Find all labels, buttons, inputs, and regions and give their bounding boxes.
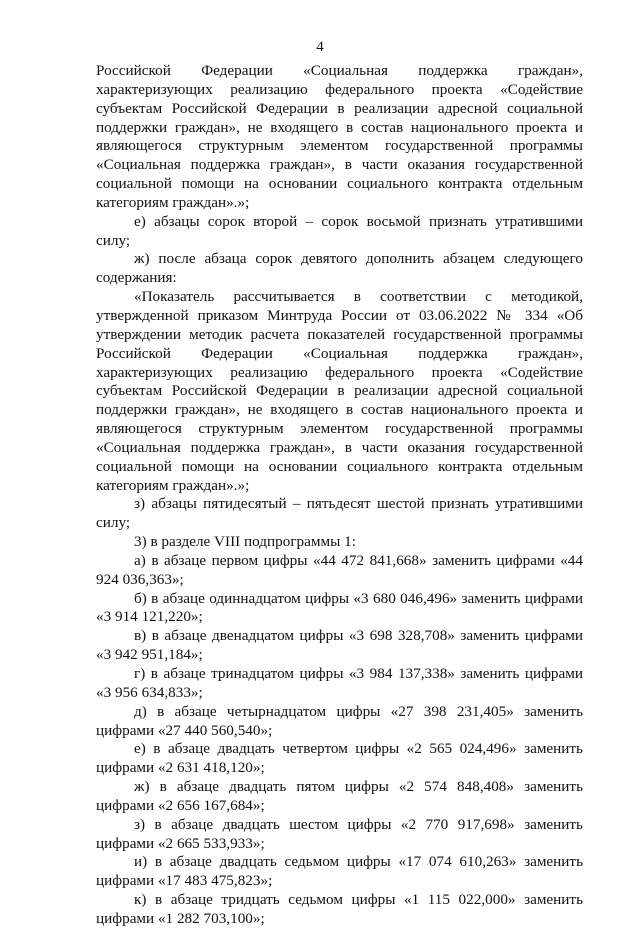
paragraph: з) абзацы пятидесятый – пятьдесят шестой признать утратившими силу; (96, 495, 583, 532)
paragraph: и) в абзаце двадцать седьмом цифры «17 074 610,263» заменить цифрами «17 483 475,823»; (96, 853, 583, 890)
paragraph: Российской Федерации «Социальная поддержка граждан», характеризующих реализацию федерального проекта «Содействие субъектам Российской Федерации в реализации адресной социальной поддержки граждан», не входящего в состав национального проекта и являющегося структурным элементом государственной программы «Социальная поддержка граждан», в части оказания государственной социальной помощи на основании социального контракта отдельным категориям граждан».»; (96, 62, 583, 211)
paragraph: «Показатель рассчитывается в соответствии с методикой, утвержденной приказом Минтруда России от 03.06.2022 № 334 «Об утверждении методик расчета показателей государственной программы Российской Федерации «Социальная поддержка граждан», характеризующих реализацию федерального проекта «Содействие субъектам Российской Федерации в реализации адресной социальной поддержки граждан», не входящего в состав национального проекта и являющегося структурным элементом государственной программы «Социальная поддержка граждан», в части оказания государственной социальной помощи на основании социального контракта отдельным категориям граждан».»; (96, 288, 583, 494)
paragraph: б) в абзаце одиннадцатом цифры «3 680 046,496» заменить цифрами «3 914 121,220»; (96, 589, 583, 626)
paragraph: е) в абзаце двадцать четвертом цифры «2 565 024,496» заменить цифрами «2 631 418,120»; (96, 740, 583, 777)
paragraph: в) в абзаце двенадцатом цифры «3 698 328,708» заменить цифрами «3 942 951,184»; (96, 627, 583, 664)
paragraph: ж) в абзаце двадцать пятом цифры «2 574 848,408» заменить цифрами «2 656 167,684»; (96, 778, 583, 814)
paragraph: а) в абзаце первом цифры «44 472 841,668» заменить цифрами «44 924 036,363»; (96, 551, 583, 588)
paragraph: к) в абзаце тридцать седьмом цифры «1 115 022,000» заменить цифрами «1 282 703,100»; (96, 891, 583, 927)
paragraph: г) в абзаце тринадцатом цифры «3 984 137,338» заменить цифрами «3 956 634,833»; (96, 665, 583, 701)
paragraph: ж) после абзаца сорок девятого дополнить абзацем следующего содержания: (96, 250, 583, 287)
paragraph: е) абзацы сорок второй – сорок восьмой признать утратившими силу; (96, 212, 583, 249)
paragraph: з) в абзаце двадцать шестом цифры «2 770 917,698» заменить цифрами «2 665 533,933»; (96, 815, 583, 852)
paragraph: д) в абзаце четырнадцатом цифры «27 398 231,405» заменить цифрами «27 440 560,540»; (96, 702, 583, 739)
page-number: 4 (316, 39, 324, 55)
paragraph: 3) в разделе VIII подпрограммы 1: (134, 533, 356, 551)
document-body (96, 62, 583, 929)
